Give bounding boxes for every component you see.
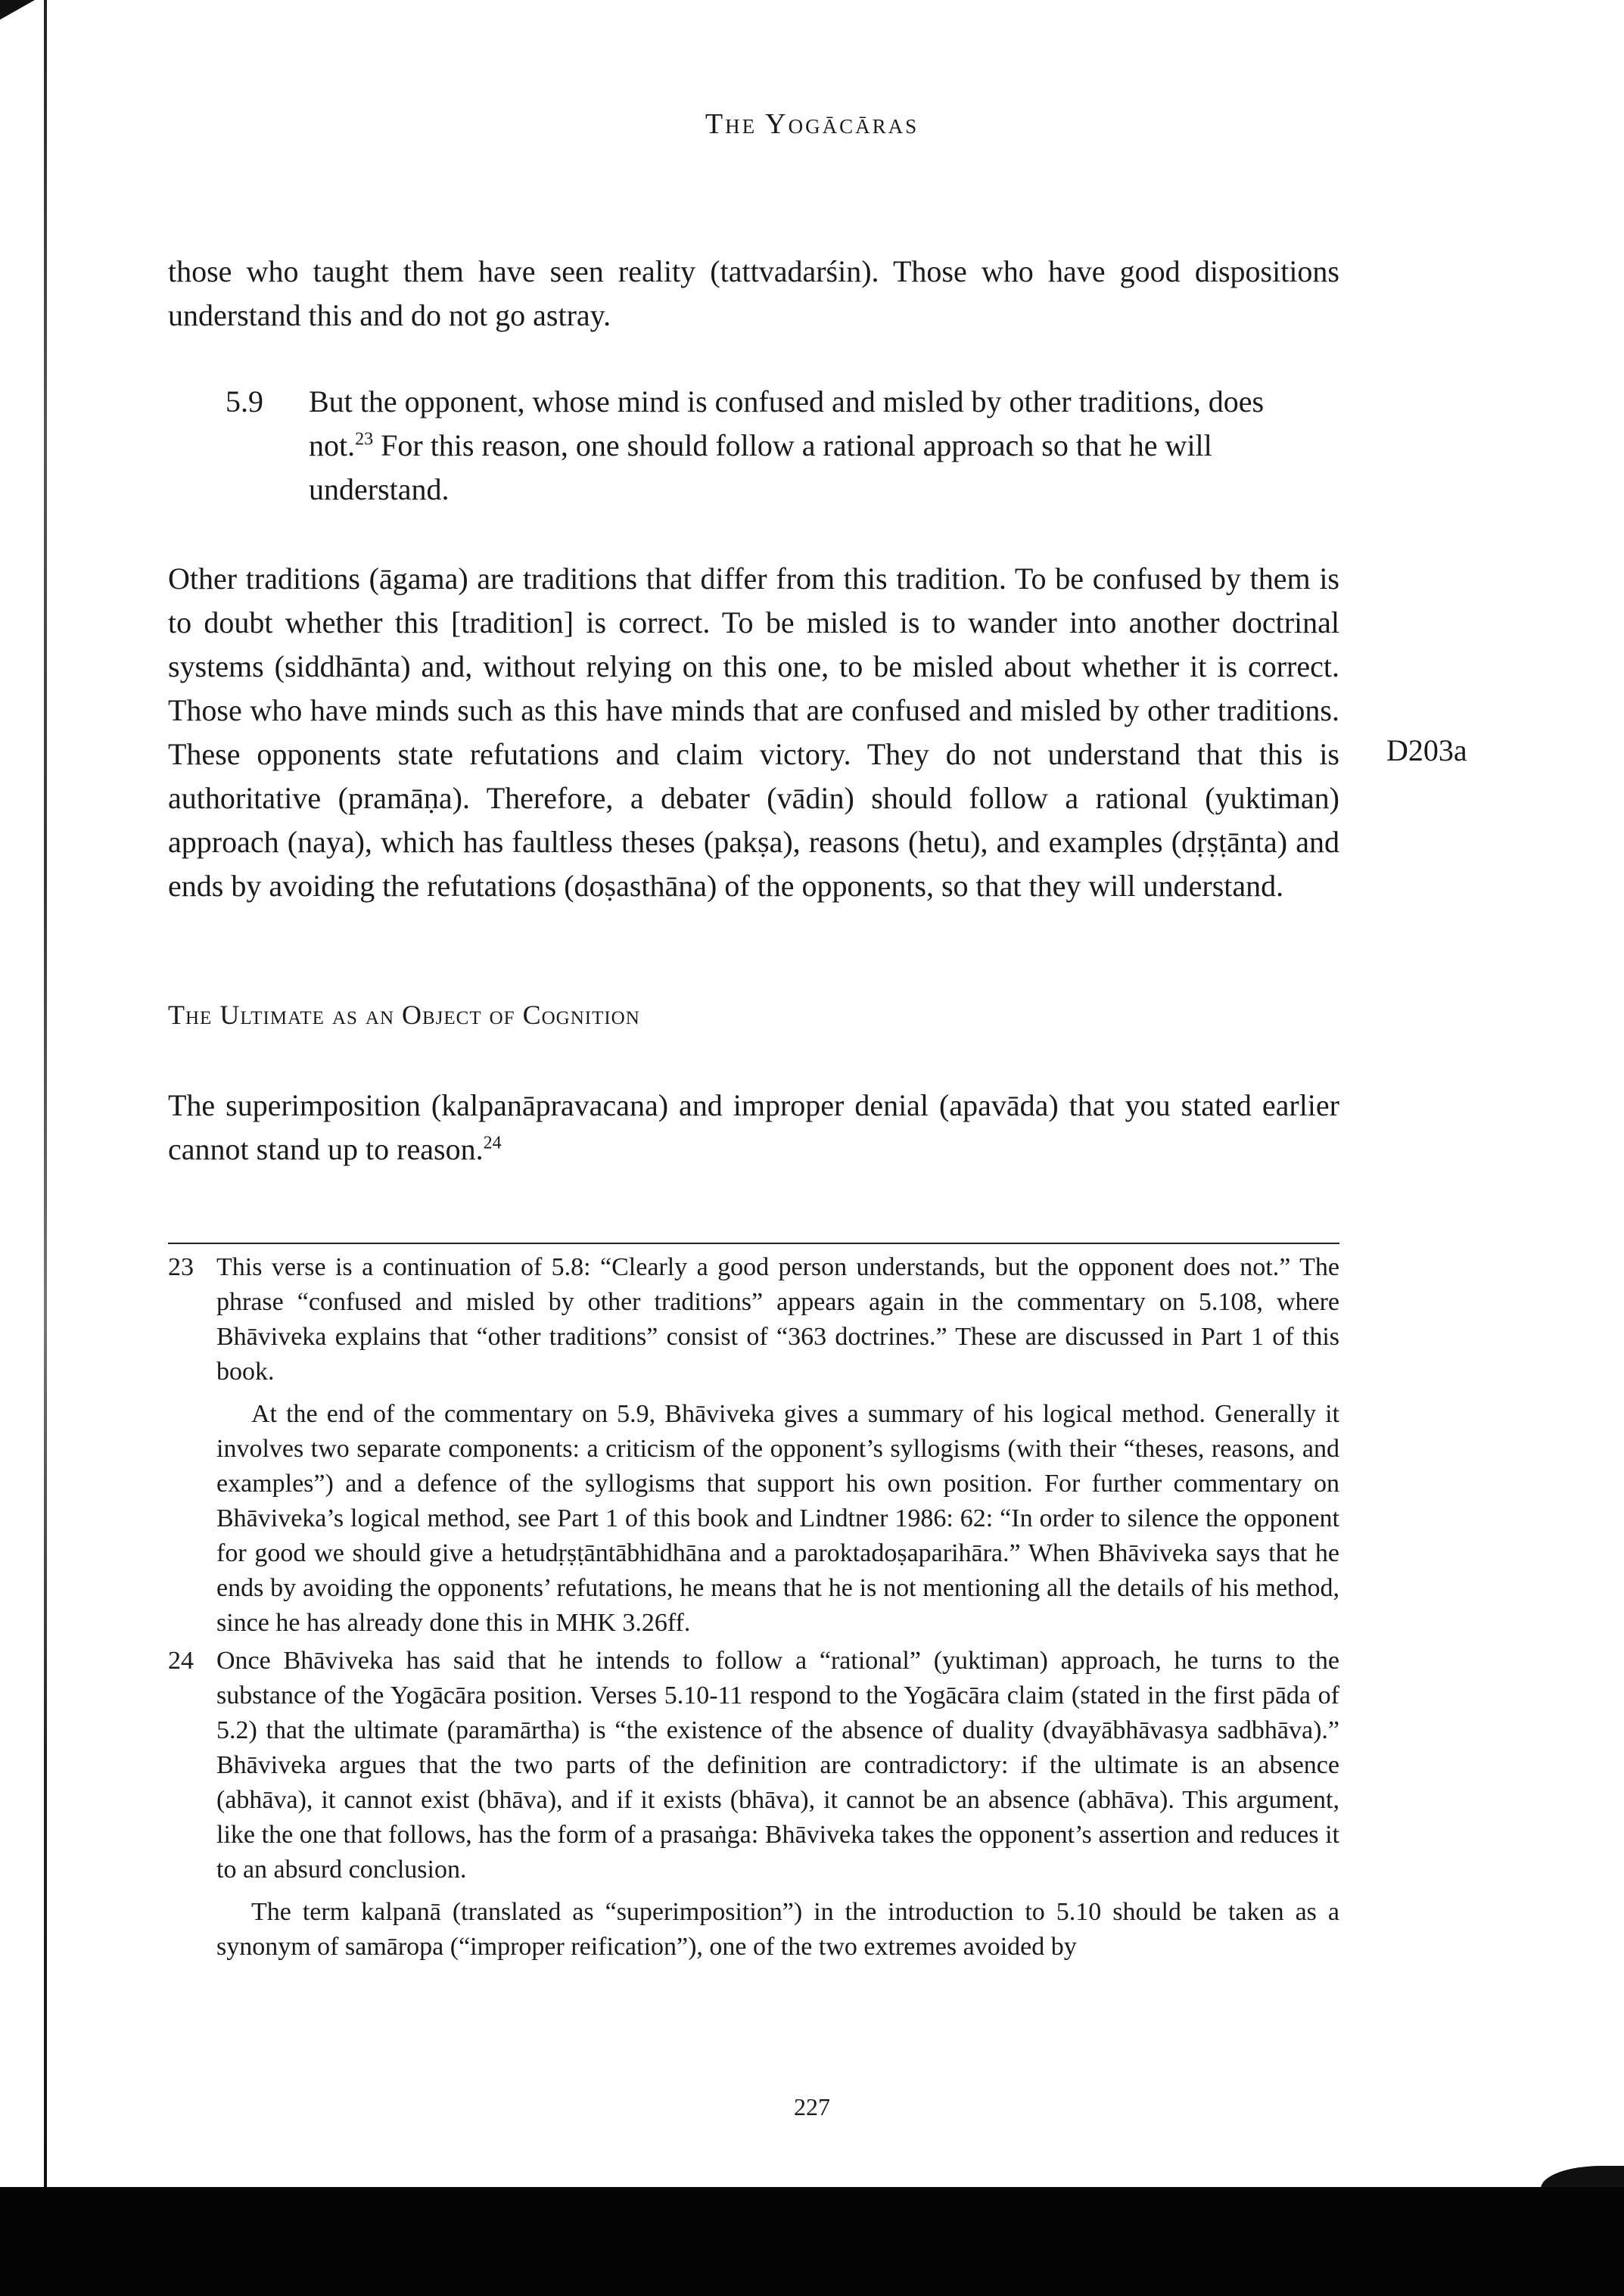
- footnote-number: 24: [168, 1647, 194, 1675]
- verse-text-rest: For this reason, one should follow a rational approach so that he will understand.: [309, 428, 1212, 506]
- footnote-24: [168, 1644, 1339, 1965]
- running-head: The Yogācāras: [705, 108, 919, 140]
- margin-reference: D203a: [1386, 733, 1467, 767]
- footnote-rule: [168, 1243, 1339, 1244]
- footnote-23: [168, 1250, 1339, 1641]
- paragraph-3-text: The superimposition (kalpanāpravacana) and improper denial (apavāda) that you stated earlier cannot stand up to reason.: [168, 1088, 1339, 1166]
- scan-binding-edge: [44, 0, 47, 2187]
- paragraph-2: Other traditions (āgama) are traditions that differ from this tradition. To be confused by them is to doubt whether this [tradition] is correct. To be misled is to wander into another doctrinal systems (siddhānta) and, without relying on this one, to be misled about whether it is correct. Those who have minds such as this have minds that are confused and misled by other traditions. These opponents state refutations and claim victory. They do not understand that this is authoritative (pramāṇa). Therefore, a debater (vādin) should follow a rational (yuktiman) approach (naya), which has faultless theses (pakṣa), reasons (hetu), and examples (dṛṣṭānta) and ends by avoiding the refutations (doṣasthāna) of the opponents, so that they will understand.: [168, 562, 1339, 903]
- paragraph-3: [168, 1084, 1339, 1171]
- verse-text: [309, 380, 1285, 512]
- verse-number: 5.9: [226, 384, 263, 418]
- footnote-paragraph: This verse is a continuation of 5.8: “Clearly a good person understands, but the opponent does not.” The phrase “confused and misled by other traditions” appears again in the commentary on 5.108, where Bhāviveka explains that “other traditions” consist of “363 doctrines.” These are discussed in Part 1 of this book.: [216, 1253, 1339, 1386]
- footnote-paragraph: At the end of the commentary on 5.9, Bhāviveka gives a summary of his logical method. Generally it involves two separate components: a criticism of the opponent’s syllogisms (with their “theses, reasons, and examples”) and a defence of the syllogisms that support his own position. For further commentary on Bhāviveka’s logical method, see Part 1 of this book and Lindtner 1986: 62: “In order to silence the opponent for good we should give a hetudṛṣṭāntābhidhāna and a paroktadoṣaparihāra.” When Bhāviveka says that he ends by avoiding the opponents’ refutations, he means that he is not mentioning all the details of his method, since he has already done this in MHK 3.26ff.: [216, 1400, 1339, 1637]
- note-ref-24[interactable]: 24: [483, 1133, 502, 1153]
- page-number: 227: [794, 2093, 830, 2120]
- section-heading: The Ultimate as an Object of Cognition: [168, 1000, 640, 1030]
- footnotes: [168, 1250, 1339, 1968]
- footnote-paragraph: Once Bhāviveka has said that he intends to follow a “rational” (yuktiman) approach, he turns to the substance of the Yogācāra position. Verses 5.10-11 respond to the Yogācāra claim (stated in the first pāda of 5.2) that the ultimate (paramārtha) is “the existence of the absence of duality (dvayābhāvasya sadbhāva).” Bhāviveka argues that the two parts of the definition are contradictory: if the ultimate is an absence (abhāva), it cannot exist (bhāva), and if it exists (bhāva), it cannot be an absence (abhāva). This argument, like the one that follows, has the form of a prasaṅga: Bhāviveka takes the opponent’s assertion and reduces it to an absurd conclusion.: [216, 1647, 1339, 1884]
- footnote-paragraph: The term kalpanā (translated as “superimposition”) in the introduction to 5.10 should be taken as a synonym of samāropa (“improper reification”), one of the two extremes avoided by: [216, 1898, 1339, 1961]
- verse-text-main: But the opponent, whose mind is confused and misled by other traditions, does not.: [309, 384, 1265, 462]
- scan-bottom-border: [0, 2187, 1624, 2296]
- footnote-number: 23: [168, 1253, 194, 1281]
- scan-corner-mark: [0, 0, 35, 20]
- note-ref-23[interactable]: 23: [355, 429, 374, 450]
- paragraph-1: those who taught them have seen reality (tattvadarśin). Those who have good dispositions understand this and do not go astray.: [168, 254, 1339, 332]
